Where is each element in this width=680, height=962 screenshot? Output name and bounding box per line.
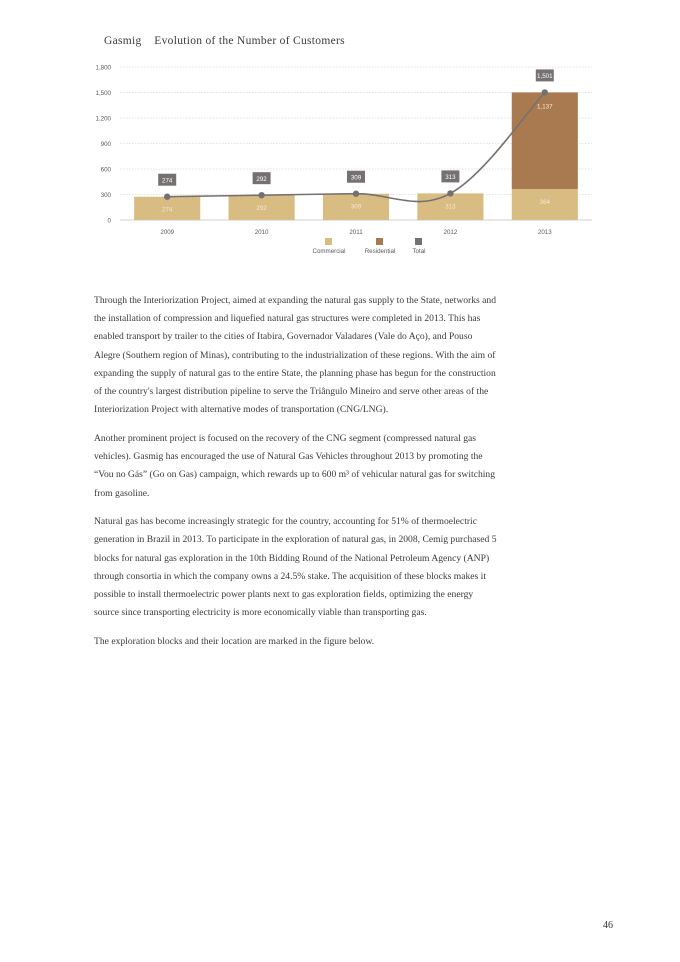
y-tick-label: 900 (100, 141, 111, 148)
paragraph-exploration: Natural gas has become increasingly strategic for the country, accounting for 51% of thermoelectric generation in Brazil in 2013. To participate in the exploration of natural gas, in 2008, Cemig purchased 5 blocks for natural gas exploration in the 10th Bidding Round of the National Petroleum Agency (ANP) through consortia in which the company owns a 24.5% stake. The acquisition of these blocks makes it possible to install thermoelectric power plants next to gas exploration fields, optimizing the energy source since transporting electricity is more economically viable than transporting gas. (94, 516, 497, 619)
x-tick-label: 2013 (537, 229, 552, 236)
legend-label-residential: Residential (364, 248, 396, 255)
total-point (258, 192, 264, 198)
x-tick-label: 2009 (160, 229, 175, 236)
customers-chart (80, 58, 620, 264)
total-point (542, 89, 548, 95)
legend-label-total: Total (412, 248, 426, 255)
y-tick-label: 1,800 (95, 64, 111, 72)
paragraph-interiorization: Through the Interiorization Project, aimed at expanding the natural gas supply to the State, networks and the installation of compression and liquefied natural gas structures were completed in 2013. This has enabled transport by trailer to the cities of Itabira, Governador Valadares (Vale do Aço), and Pouso Alegre (Southern region of Minas), contributing to the industrialization of these regions. With the aim of expanding the supply of natural gas to the entire State, the planning phase has begun for the construction of the country's largest distribution pipeline to serve the Triângulo Mineiro and serve other areas of the Interiorization Project with alternative modes of transportation (CNG/LNG). (94, 295, 497, 416)
body-text (94, 292, 498, 662)
y-tick-label: 1,500 (95, 90, 111, 97)
total-line (167, 92, 545, 201)
x-tick-label: 2012 (443, 229, 458, 236)
y-tick-label: 300 (100, 192, 111, 199)
total-point (447, 190, 453, 196)
legend-label-commercial: Commercial (312, 248, 346, 255)
y-tick-label: 0 (107, 217, 111, 225)
data-label-commercial: 364 (539, 199, 550, 207)
legend-swatch-total (415, 238, 422, 245)
x-tick-label: 2011 (349, 229, 363, 236)
chart-title: Gasmig Evolution of the Number of Customers (104, 35, 345, 47)
total-callout-label: 309 (350, 174, 362, 182)
paragraph-figure-note: The exploration blocks and their location are marked in the figure below. (94, 635, 375, 647)
paragraph-cng: Another prominent project is focused on the recovery of the CNG segment (compressed natural gas vehicles). Gasmig has encouraged the use of Natural Gas Vehicles throughout 2013 by promoting the “Vou no Gás” (Go on Gas) campaign, which rewards up to 600 m³ of vehicular natural gas for switching from gasoline. (94, 432, 496, 499)
y-tick-label: 600 (100, 166, 111, 174)
x-tick-label: 2010 (254, 229, 269, 236)
y-tick-label: 1,200 (95, 115, 111, 123)
data-label-commercial: 292 (256, 205, 267, 213)
total-callout-label: 313 (445, 174, 456, 182)
total-callout-label: 274 (162, 177, 173, 185)
data-label-residential: 1,137 (537, 103, 553, 111)
total-point (164, 194, 170, 200)
data-label-commercial: 309 (350, 203, 362, 211)
page-number: 46 (603, 920, 613, 931)
total-callout-label: 292 (256, 175, 267, 183)
total-point (353, 191, 359, 197)
legend-swatch-commercial (325, 238, 332, 245)
data-label-commercial: 274 (162, 206, 173, 214)
total-callout-label: 1,501 (537, 73, 553, 81)
data-label-commercial: 313 (445, 203, 456, 211)
legend-swatch-residential (376, 238, 383, 245)
